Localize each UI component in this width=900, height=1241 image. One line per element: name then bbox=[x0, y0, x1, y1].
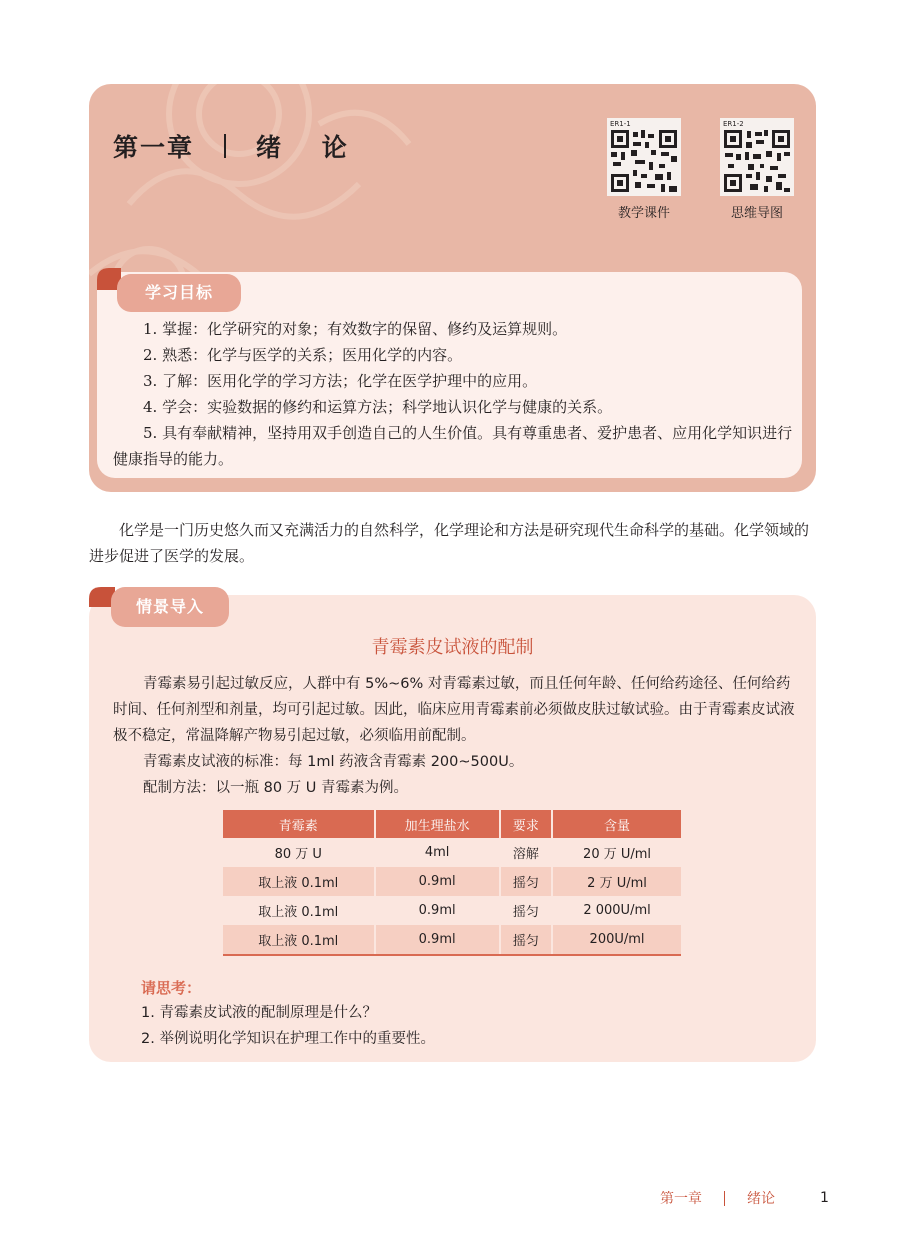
table-cell: 0.9ml bbox=[375, 896, 500, 925]
chapter-title bbox=[113, 128, 363, 164]
scenario-card bbox=[89, 595, 816, 1062]
page-number: 1 bbox=[820, 1190, 829, 1206]
objective-item: 2. 熟悉：化学与医学的关系；医用化学的内容。 bbox=[143, 346, 463, 364]
scenario-paragraph: 配制方法：以一瓶 80 万 U 青霉素为例。 bbox=[143, 780, 408, 796]
footer-title: 绪论 bbox=[747, 1191, 775, 1207]
chapter-name: 绪 论 bbox=[256, 133, 363, 162]
table-row bbox=[223, 867, 681, 896]
table-cell: 2 000U/ml bbox=[552, 896, 681, 925]
qr-code-icon[interactable] bbox=[607, 118, 681, 196]
column-header: 青霉素 bbox=[223, 810, 375, 838]
table-header-row bbox=[223, 810, 681, 838]
table-cell: 取上液 0.1ml bbox=[223, 896, 375, 925]
objective-item: 1. 掌握：化学研究的对象；有效数字的保留、修约及运算规则。 bbox=[143, 320, 568, 338]
svg-text:ER1-2: ER1-2 bbox=[723, 120, 744, 128]
objectives-list bbox=[113, 316, 793, 472]
column-header: 加生理盐水 bbox=[375, 810, 500, 838]
table-cell: 摇匀 bbox=[500, 896, 552, 925]
qr-label: 教学课件 bbox=[617, 206, 670, 221]
column-header: 要求 bbox=[500, 810, 552, 838]
table-cell: 取上液 0.1ml bbox=[223, 867, 375, 896]
objectives-heading: 学习目标 bbox=[117, 274, 241, 312]
table-row bbox=[223, 896, 681, 925]
scenario-paragraph: 青霉素易引起过敏反应，人群中有 5%~6% 对青霉素过敏，而且任何年龄、任何给药途径、任何给药时间、任何剂型和剂量，均可引起过敏。因此，临床应用青霉素前必须做皮肤过敏试验。由于青霉素皮试液极不稳定，常温降解产物易引起过敏，必须临用前配制。 bbox=[113, 676, 795, 744]
page-footer bbox=[660, 1188, 829, 1208]
objective-item: 5. 具有奉献精神，坚持用双手创造自己的人生价值。具有尊重患者、爱护患者、应用化学知识进行健康指导的能力。 bbox=[113, 424, 793, 468]
table-row bbox=[223, 838, 681, 867]
table-cell: 0.9ml bbox=[375, 925, 500, 955]
chapter-header-card bbox=[89, 84, 816, 492]
table-cell: 0.9ml bbox=[375, 867, 500, 896]
objective-item: 3. 了解：医用化学的学习方法；化学在医学护理中的应用。 bbox=[143, 372, 538, 390]
table-cell: 80 万 U bbox=[223, 838, 375, 867]
column-header: 含量 bbox=[552, 810, 681, 838]
question-item: 2. 举例说明化学知识在护理工作中的重要性。 bbox=[141, 1031, 435, 1047]
chapter-number: 第一章 bbox=[113, 133, 195, 162]
svg-text:ER1-1: ER1-1 bbox=[610, 120, 631, 128]
intro-paragraph: 化学是一门历史悠久而又充满活力的自然科学，化学理论和方法是研究现代生命科学的基础。化学领域的进步促进了医学的发展。 bbox=[89, 521, 810, 565]
qr-code-icon[interactable] bbox=[720, 118, 794, 196]
scenario-tab bbox=[89, 587, 239, 629]
footer-separator bbox=[724, 1191, 725, 1206]
table-cell: 溶解 bbox=[500, 838, 552, 867]
objectives-tab bbox=[97, 272, 247, 308]
scenario-tab-label: 情景导入 bbox=[111, 587, 229, 627]
table-cell: 取上液 0.1ml bbox=[223, 925, 375, 955]
scenario-heading: 青霉素皮试液的配制 bbox=[371, 637, 534, 658]
table-cell: 摇匀 bbox=[500, 867, 552, 896]
objective-item: 4. 学会：实验数据的修约和运算方法；科学地认识化学与健康的关系。 bbox=[143, 398, 613, 416]
scenario-body bbox=[113, 671, 803, 801]
table-cell: 200U/ml bbox=[552, 925, 681, 955]
dilution-table bbox=[223, 810, 681, 956]
qr-block-courseware[interactable] bbox=[604, 118, 684, 221]
table-cell: 摇匀 bbox=[500, 925, 552, 955]
qr-block-mindmap[interactable] bbox=[717, 118, 797, 221]
question-item: 1. 青霉素皮试液的配制原理是什么？ bbox=[141, 1005, 377, 1021]
scenario-paragraph: 青霉素皮试液的标准：每 1ml 药液含青霉素 200~500U。 bbox=[143, 754, 524, 770]
title-separator bbox=[224, 134, 226, 158]
question-list bbox=[141, 1000, 435, 1052]
footer-chapter: 第一章 bbox=[660, 1191, 702, 1207]
table-cell: 4ml bbox=[375, 838, 500, 867]
think-title: 请思考： bbox=[141, 979, 202, 997]
learning-objectives-panel bbox=[97, 272, 802, 478]
qr-label: 思维导图 bbox=[730, 206, 783, 221]
table-row bbox=[223, 925, 681, 955]
table-cell: 20 万 U/ml bbox=[552, 838, 681, 867]
table-cell: 2 万 U/ml bbox=[552, 867, 681, 896]
